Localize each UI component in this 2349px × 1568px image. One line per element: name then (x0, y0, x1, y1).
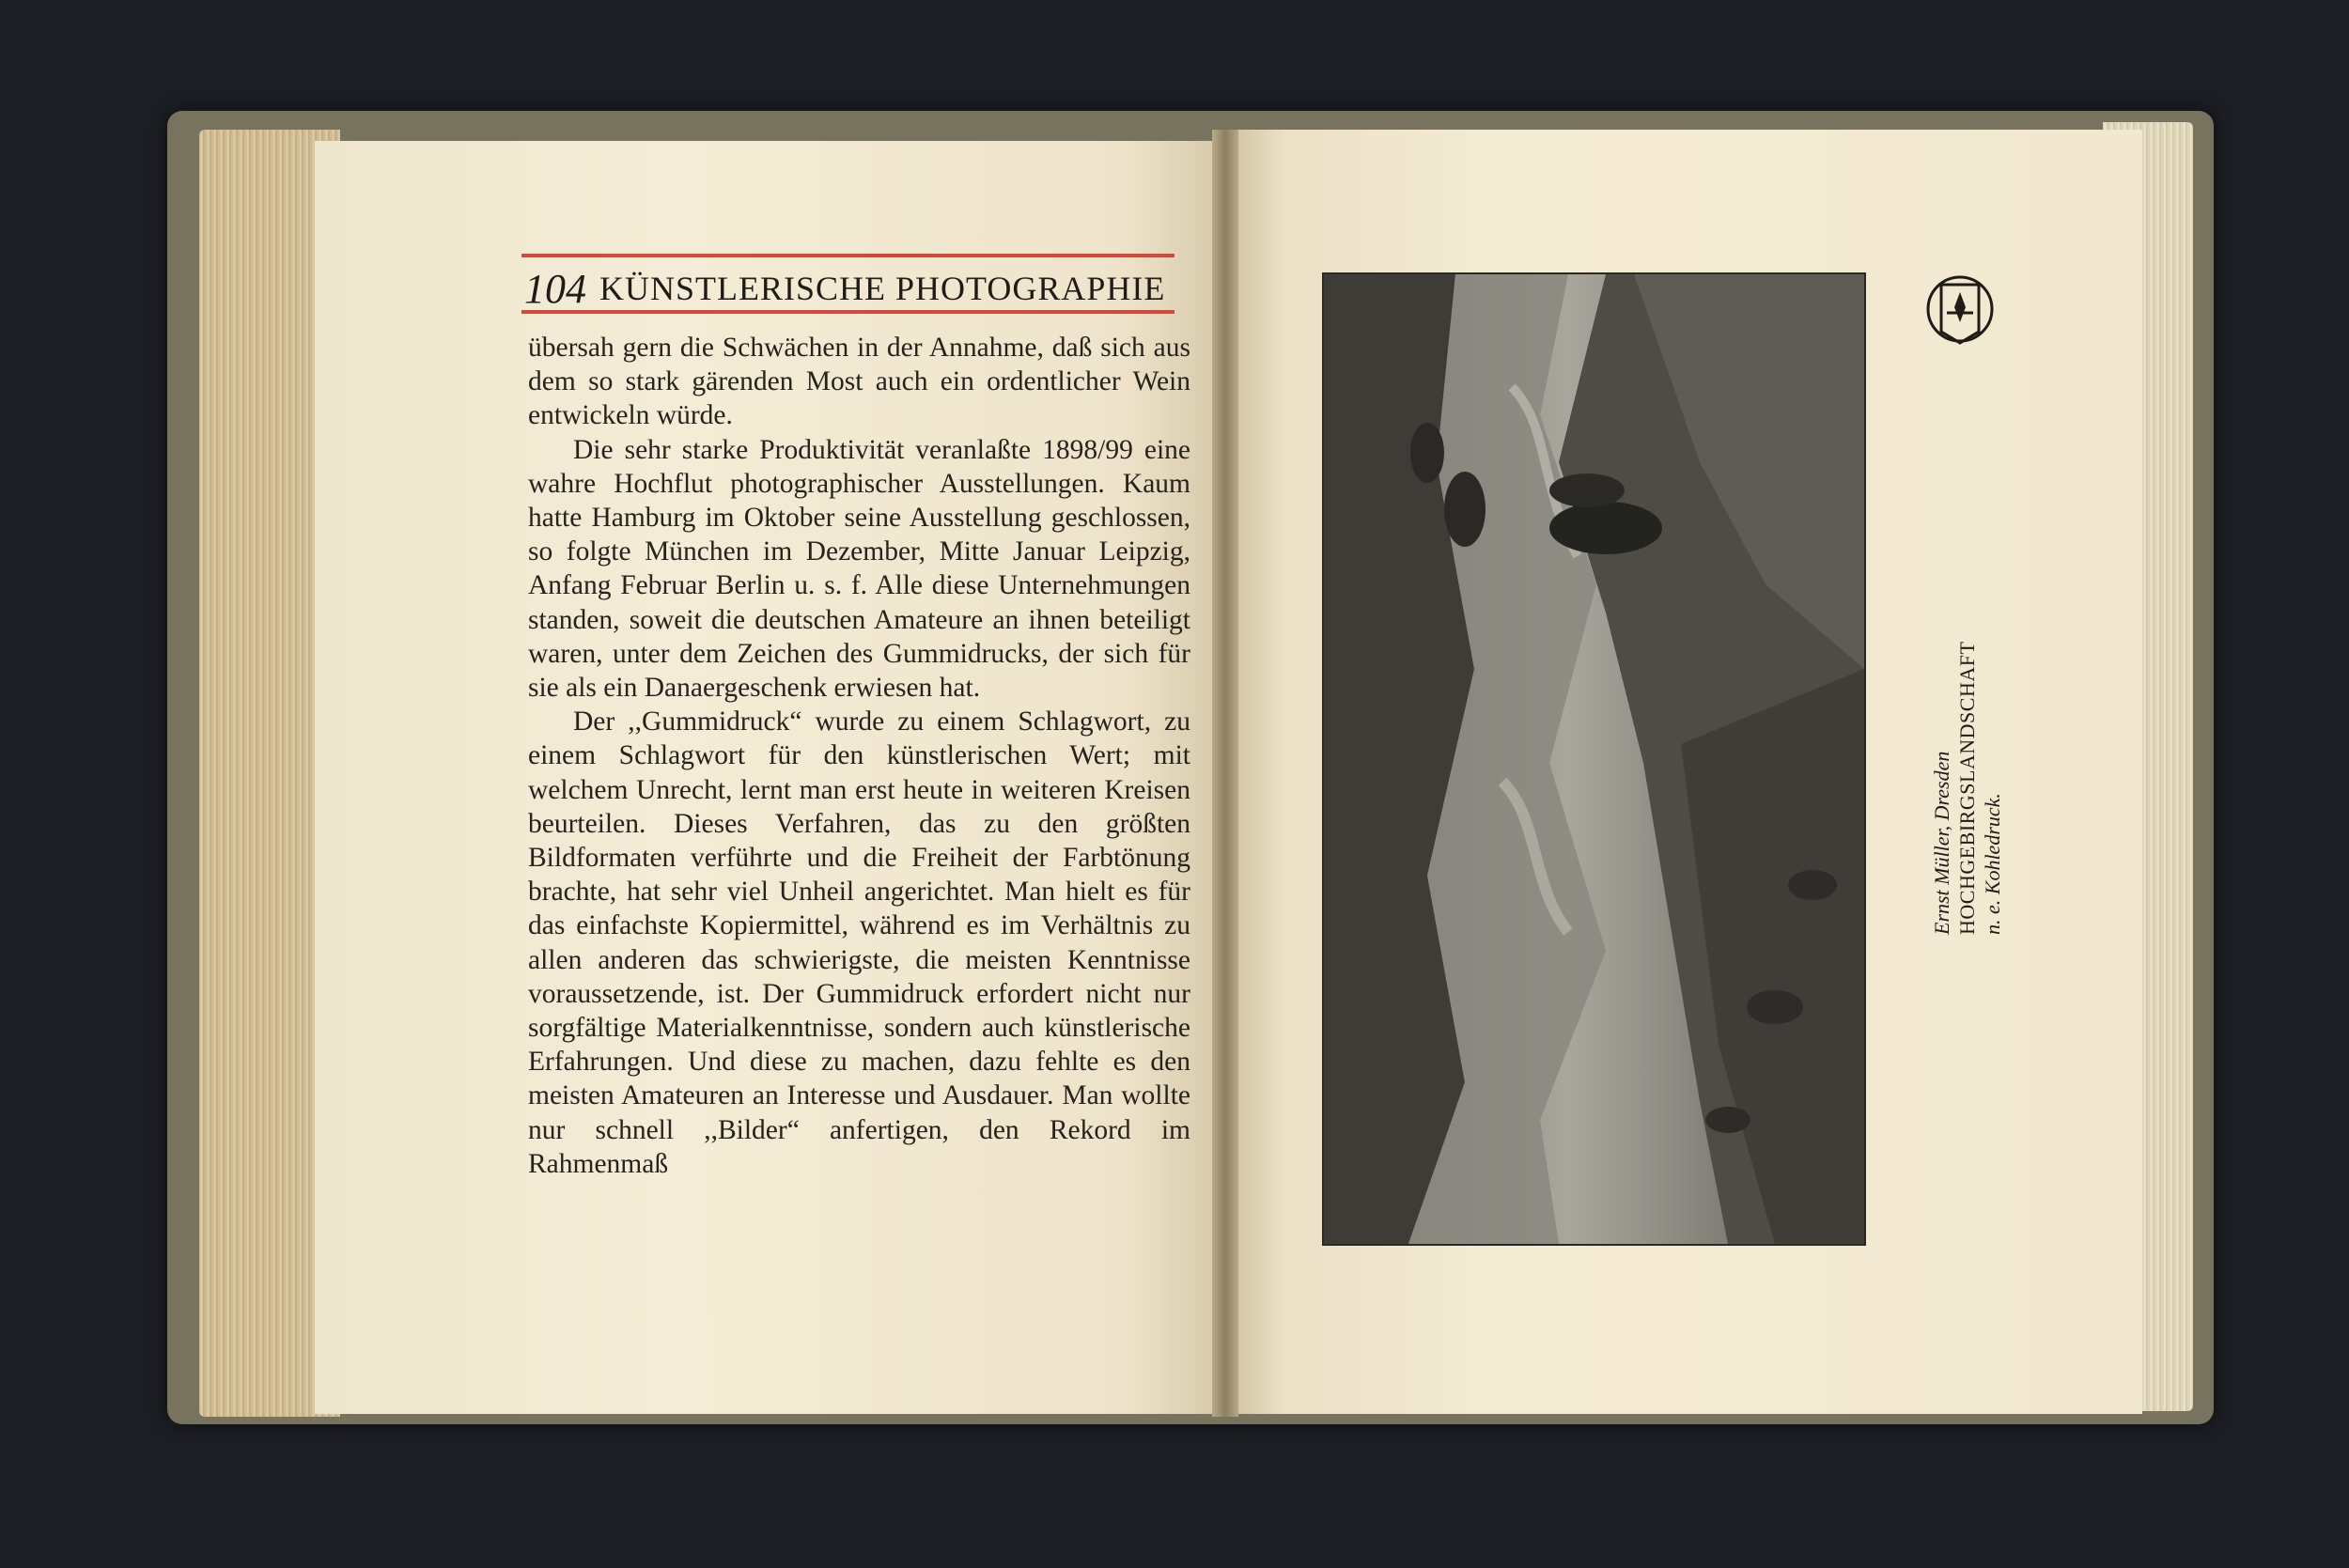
paragraph-2: Die sehr starke Produktivität veranlaßte 1898/99 eine wahre Hochflut photographischer Ausstellungen. Kaum hatte Hamburg im Oktober seine Ausstellung geschlossen, so folgte München im Dezember, Mitte Januar Leipzig, Anfang Februar Berlin u. s. f. Alle diese Unternehmungen standen, soweit die deutschen Amateure an ihnen beteiligt waren, unter dem Zeichen des Gummidrucks, der sich für sie als ein Danaergeschenk erwiesen hat. (528, 434, 1190, 704)
header-rule-top (521, 254, 1174, 257)
page-number: 104 (524, 266, 586, 312)
body-text (528, 331, 1190, 1181)
landscape-photo (1322, 272, 1866, 1246)
mountain-landscape-image (1324, 274, 1864, 1244)
caption-author: Ernst Müller, Dresden (1930, 751, 1953, 935)
header-rule-bottom (521, 310, 1174, 314)
paragraph-3: Der ,,Gummidruck“ wurde zu einem Schlagwort, zu einem Schlagwort für den künstlerischen Wert; mit welchem Unrecht, lernt man erst heute in weiteren Kreisen beurteilen. Dieses Verfahren, das zu den größten Bildformaten verführte und die Freiheit der Farbtönung brachte, hat sehr viel Unheil angerichtet. Man hielt es für das einfachste Kopiermittel, während es im Verhältnis zu allen anderen das schwierigste, die meisten Kenntnisse voraussetzende, ist. Der Gummidruck erfordert nicht nur sorgfältige Materialkenntnisse, sondern auch künstlerische Erfahrungen. Und diese zu machen, dazu fehlte es den meisten Amateuren an Interesse und Ausdauer. Man wollte nur schnell ,,Bilder“ anfertigen, den Rekord im Rahmenmaß (528, 706, 1190, 1179)
book-gutter (1212, 130, 1238, 1417)
caption-title: HOCHGEBIRGSLANDSCHAFT (1955, 641, 1979, 935)
paragraph-1: übersah gern die Schwächen in der Annahme, daß sich aus dem so stark gärenden Most auch ein ordentlicher Wein entwickeln würde. (528, 333, 1190, 431)
running-head: KÜNSTLERISCHE PHOTOGRAPHIE (599, 270, 1166, 307)
die-kunst-logo (1906, 266, 2009, 352)
photo-caption (1929, 531, 2079, 935)
caption-technique: n. e. Kohledruck. (1981, 793, 2004, 935)
